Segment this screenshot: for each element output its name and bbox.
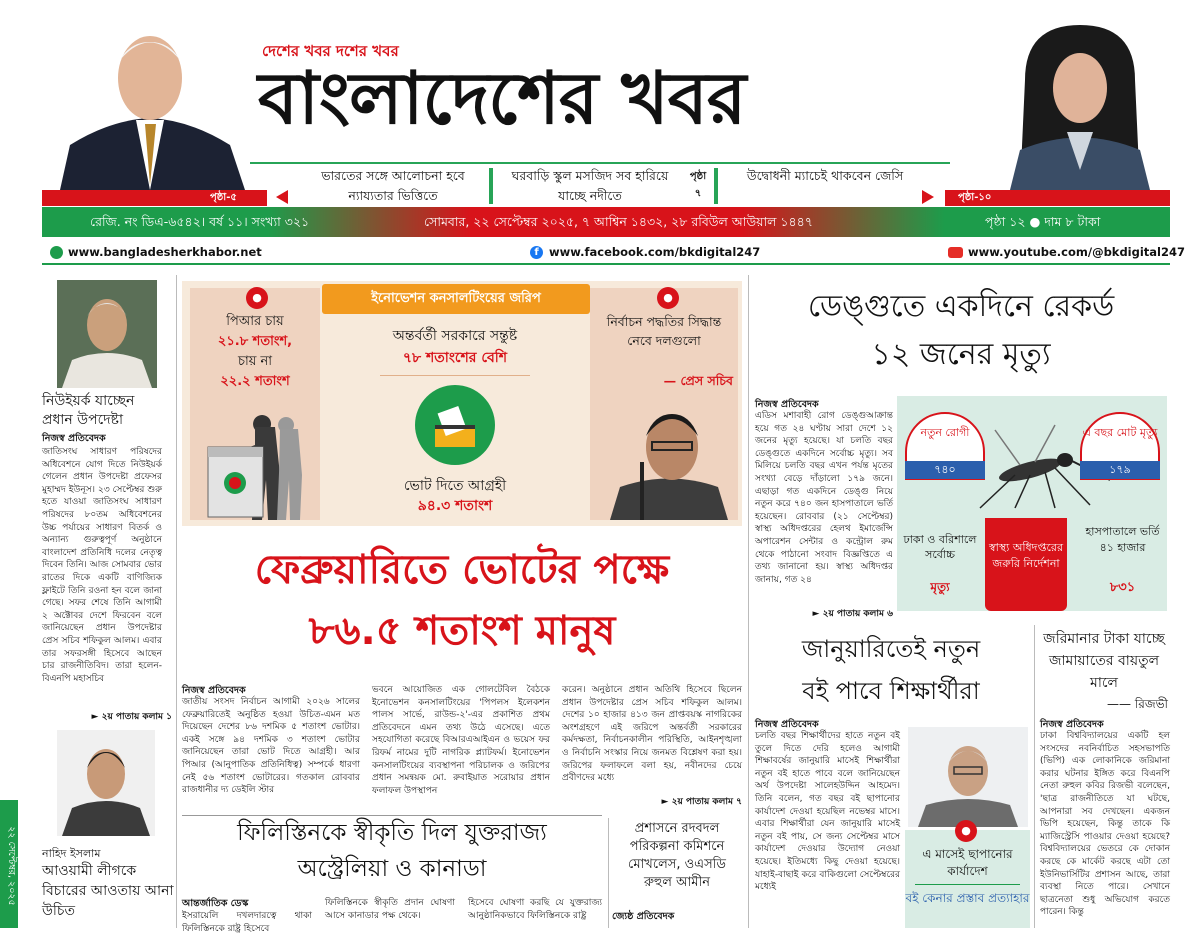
quote-text: নির্বাচন পদ্ধতির সিদ্ধান্ত নেবে দলগুলো (606, 314, 722, 348)
website-link[interactable]: www.bangladesherkhabor.net (68, 245, 262, 259)
books-headline-1: জানুয়ারিতেই নতুন (801, 635, 981, 663)
fine-headline: জরিমানার টাকা যাচ্ছে জামায়াতের বায়তুল মালে (1043, 631, 1165, 691)
lead-headline-1: ফেব্রুয়ারিতে ভোটের পক্ষে (254, 547, 670, 593)
vote-icon (415, 385, 495, 465)
dhaka-label: ঢাকা ও বরিশালে সর্বোচ্চ (903, 533, 977, 561)
center-top-label: অন্তর্বর্তী সরকারে সন্তুষ্ট (392, 328, 518, 344)
youtube-icon (948, 247, 963, 258)
books-body: চলতি বছর শিক্ষার্থীদের হাতে নতুন বই তুলে দিতে দেরি হলেও আগামী শিক্ষাবর্ষের জানুয়ারি মাসেই শিক্ষার্থীরা নতুন বই হাতে পাবে বলে জানিয়েছেন অর্থ উপদেষ্টা সালেহউদ্দিন আহমেদ। তিনি বলেন, গত বছর বই ছাপানোর কার্যাদেশ দেওয়া হয়েছিল নভেম্বর মাসে। এবার শিক্ষার্থীরা যেন জানুয়ারি মাসেই নতুন বই পায়, সে জন্য সেপ্টেম্বর মাসে কার্যাদেশ দেওয়ার উদ্যোগ নেওয়া হয়েছে। ইতিমধ্যে কিছু দেওয়া হয়েছে। যাহাই-বাছাই করে বাকিগুলো সেপ্টেম্বরের মধ্যেই (755, 731, 900, 893)
dengue-continued: ► ২য় পাতায় কলাম ৬ (812, 609, 893, 619)
center-bottom-label: ভোট দিতে আগ্রহী (403, 478, 507, 494)
teaser-right-arrow[interactable] (922, 190, 934, 204)
lead-col-2: ভবনে আয়োজিত এক গোলটেবিল বৈঠকে ইনোভেশন কনসালটিংয়ের 'পিপলস ইলেকশন পালস সার্ভে, রাউন্ড-২'-এর প্রকাশিত প্রথম প্রতিবেদনে এমন তথ্য উঠে এসেছে। এতে সহযোগিতা করেছে বিআরএআইএন ও ভয়েস ফর রিফর্ম নামের দুটি নাগরিক প্ল্যাটফর্ম। ইনোভেশন কনসালটিংয়ের ব্যবস্থাপনা পরিচালক ও জরিপের প্রধান সমন্বয়ক মো. রুবাইয়াত সরোয়ার প্রধান ফলাফল উপস্থাপন (372, 685, 550, 796)
books-box-2: বই কেনার প্রস্তাব প্রত্যাহার (905, 891, 1030, 905)
portrait-left (50, 20, 250, 190)
teaser-left-arrow[interactable] (276, 190, 288, 204)
quote-by: — প্রেস সচিব (663, 373, 733, 388)
new-patients-value: ৭৪০ (905, 461, 985, 479)
pr-value: ২১.৮ শতাংশ, (217, 334, 293, 349)
pr-value-b: ২২.২ শতাংশ (220, 374, 290, 389)
admin-headline-4: রুহুল আমীন (644, 875, 710, 890)
new-patients-label: নতুন রোগী (920, 426, 970, 439)
rule (608, 818, 609, 928)
left-story-byline: নিজস্ব প্রতিবেদক (42, 433, 106, 444)
facebook-icon: f (530, 246, 543, 259)
books-icon: ● (955, 820, 977, 842)
masthead (0, 0, 1200, 268)
admin-byline: জ্যেষ্ঠ প্রতিবেদক (612, 911, 675, 922)
lead-headline-2: ৮৬.৫ শতাংশ মানুষ (308, 608, 616, 654)
masthead-slogan: দেশের খবর দশের খবর (262, 42, 399, 60)
teaser-1[interactable]: ভারতের সঙ্গে আলোচনা হবে ন্যায্যতার ভিত্তিতে (321, 168, 465, 203)
hospital-value: ৮৩১ (1109, 580, 1136, 595)
dengue-headline-2: ১২ জনের মৃত্যু (871, 337, 1051, 372)
rule (748, 275, 749, 928)
reg-number: রেজি. নং ডিএ-৬৫৪২। বর্ষ ১১। সংখ্যা ৩২১ (90, 214, 310, 229)
admin-headline-1: প্রশাসনে রদবদল (634, 821, 720, 836)
books-box-divider (915, 884, 1020, 885)
directive-label: স্বাস্থ্য অধিদপ্তরের জরুরি নির্দেশনা (988, 541, 1064, 570)
left-story-headline: নিউইয়র্ক যাচ্ছেন প্রধান উপদেষ্টা (42, 393, 135, 428)
pr-label-b: চায় না (237, 354, 273, 369)
ballot-box-illustration (200, 395, 310, 520)
admin-headline-2: পরিকল্পনা কমিশনে (629, 839, 725, 854)
rule (1034, 625, 1035, 928)
center-bottom-value: ৯৪.৩ শতাংশ (417, 498, 493, 514)
palestine-byline: আন্তর্জাতিক ডেস্ক (182, 898, 249, 909)
palestine-headline-1: ফিলিস্তিনকে স্বীকৃতি দিল যুক্তরাজ্য (237, 820, 547, 846)
books-box-1: এ মাসেই ছাপানোর কার্যাদেশ (922, 847, 1013, 878)
page-tab-left-label: পৃষ্ঠা-৫ (210, 192, 237, 203)
dhaka-label-b: মৃত্যু (930, 580, 950, 594)
hospital-label: হাসপাতালে ভর্তি ৪১ হাজার (1085, 525, 1160, 554)
teaser-2-page: পৃষ্ঠা ৭ (689, 171, 707, 199)
youtube-link[interactable]: www.youtube.com/@bkdigital247 (968, 245, 1186, 259)
issue-date: সোমবার, ২২ সেপ্টেম্বর ২০২৫, ৭ আশ্বিন ১৪৩২, ২৮ রবিউল আউয়াল ১৪৪৭ (424, 214, 813, 229)
nahid-headline: আওয়ামী লীগকে বিচারের আওতায় আনা উচিত (42, 863, 174, 919)
fine-byline: নিজস্ব প্রতিবেদক (1040, 719, 1104, 730)
left-story-body: জাতিসংঘ সাধারণ পরিষদের অধিবেশনে যোগ দিতে নিউইয়র্ক গেলেন প্রধান উপদেষ্টা প্রফেসর মুহাম্মদ ইউনূস। ২৩ সেপ্টেম্বর শুরু হতে যাওয়া জাতিসংঘ সাধারণ পরিষদের ৮০তম অধিবেশনের উচ্চ পর্যায়ের সাধারণ বিতর্ক ও অন্যান্য গুরুত্বপূর্ণ অনুষ্ঠানে বাংলাদেশ প্রতিনিধি দলের নেতৃত্ব দিবেন তিনি। আজ সোমবার ভোর রাতের দিকে একটি বাণিজ্যিক ফ্লাইটে তিনি রওনা হন বলে জানা গেছে। সফর শেষে তিনি আগামী ২ অক্টোবর দেশে ফিরবেন বলে জানিয়েছেন প্রধান উপদেষ্টার প্রেস সচিব শফিকুল আলম। এবার তার সফরসঙ্গী হিসেবে আছেন চার রাজনীতিবিদ। তারা হলেন- বিএনপি মহাসচিব (42, 447, 162, 684)
dengue-headline-1: ডেঙ্গুতে একদিনে রেকর্ড (807, 289, 1115, 324)
year-deaths-label: এ বছর মোট মৃত্যু (1082, 426, 1158, 439)
page-tab-right-label: পৃষ্ঠা-১০ (958, 192, 992, 203)
lead-col-1: জাতীয় সংসদ নির্বাচন আগামী ২০২৬ সালের ফেব্রুয়ারিতেই অনুষ্ঠিত হওয়া উচিত-এমন মত দিয়েছেন দেশের ৮৬ দশমিক ৫ শতাংশ ভোটার। একই সঙ্গে ৯৪ দশমিক ৩ শতাংশ ভোটার জানিয়েছেন তারা ভোট দিতে আগ্রহী। আর পিআর (আনুপাতিক প্রতিনিধিত্ব) সম্পর্কে ধারণা নেই ৫৬ শতাংশ ভোটারের। গতকাল রোববার রাজধানীর দ্য ডেইলি স্টার (182, 697, 360, 796)
fine-body: ঢাকা বিশ্ববিদ্যালয়ের একটি হল সংসদের নবনির্বাচিত সহসভাপতি (ভিপি) এক লোকানিকে জরিমানা করার ঘটনার ইঙ্গিত করে বিএনপি নেতা রুহুল কবির রিজভী বলেছেন, 'ছাত্র রাজনীতিতে যা ঘটছে, আপনারা সব দেখছেন। একজন ভিপি হয়েছেন, কিন্তু তাকে কি ম্যাজিস্ট্রেসি পাওয়ার দেওয়া হয়েছে? বিশ্ববিদ্যালয়ের ভেতরে কে দোকান করছে কে মার্কেট করছে এটা তো ইউনিভার্সিটির প্রশাসন আছে, তারা ব্যবস্থা নিতে পারে। সেখানে ছাত্রনেতা শুধু অভিযোগ করতে পারেন। কিন্তু (1040, 731, 1170, 918)
nahid-caption: নাহিদ ইসলাম (42, 847, 101, 860)
portrait-right (1005, 20, 1155, 190)
books-byline: নিজস্ব প্রতিবেদক (755, 719, 819, 730)
masthead-title: বাংলাদেশের খবর (258, 56, 746, 140)
price: পৃষ্ঠা ১২ ● দাম ৮ টাকা (985, 214, 1101, 229)
press-secretary-photo (600, 392, 738, 520)
rule (176, 275, 177, 928)
admin-headline-3: মোখলেস, ওএসডি (628, 857, 726, 872)
side-date: ২২ সেপ্টেম্বর, ২০২৫ (6, 826, 17, 906)
teaser-2[interactable]: ঘরবাড়ি স্কুল মসজিদ সব হারিয়ে যাচ্ছে নদীতে (511, 168, 669, 203)
globe-icon (50, 246, 63, 259)
facebook-link[interactable]: www.facebook.com/bkdigital247 (549, 245, 761, 259)
rule (42, 263, 1170, 265)
yunus-photo (57, 280, 157, 388)
dengue-byline: নিজস্ব প্রতিবেদক (755, 399, 819, 410)
divider (489, 168, 493, 204)
rule (182, 815, 602, 816)
fine-by: —— রিজভী (1107, 697, 1168, 711)
lead-col-3: করেন। অনুষ্ঠানে প্রধান অতিথি হিসেবে ছিলেন প্রধান উপদেষ্টার প্রেস সচিব শফিকুল আলম। দেশের ১০ হাজার ৪১৩ জন প্রাপ্তবয়স্ক নাগরিকের অংশগ্রহণে এই জরিপে অন্তর্বর্তী সরকারের কর্মদক্ষতা, নির্বাচনকালীন পরিস্থিতি, আইনশৃঙ্খলা ও নির্বাচনি সংস্কার নিয়ে জনমত বিশ্লেষণ করা হয়। জরিপের ফলাফলে বলা হয়, নবীনদের চেয়ে প্রবীণদের মধ্যে (562, 685, 742, 784)
palestine-col-2: ফিলিস্তিনকে স্বীকৃতি প্রদান ঘোষণা আসে কানাডার পক্ষ থেকে। (325, 898, 455, 921)
center-divider (380, 375, 530, 376)
quote-icon: ● (657, 287, 679, 309)
palestine-headline-2: অস্ট্রেলিয়া ও কানাডা (297, 856, 487, 882)
left-story-continued: ► ২য় পাতায় কলাম ১ (91, 712, 172, 722)
year-deaths-value: ১৭৯ (1080, 461, 1160, 479)
nahid-photo (57, 730, 155, 836)
lead-continued: ► ২য় পাতায় কলাম ৭ (661, 797, 742, 807)
lead-byline: নিজস্ব প্রতিবেদক (182, 685, 246, 696)
dengue-body: এডিস মশাবাহী রোগ ডেঙ্গুআক্রান্ত হয়ে গত ২৪ ঘণ্টায় সারা দেশে ১২ জনের মৃত্যু হয়েছে। যা চলতি বছর ডেঙ্গুতে একদিনে সর্বোচ্চ মৃত্যু। সব মিলিয়ে চলতি বছর এখন পর্যন্ত মৃতের সংখ্যা বেড়ে দাঁড়ালো ১৭৯ জনে। এছাড়া গত একদিনে ডেঙ্গু নিয়ে নতুন করে ৭৪০ জন হাসপাতালে ভর্তি হয়েছেন। রোববার (২১ সেপ্টেম্বর) স্বাস্থ্য অধিদপ্তরের হেলথ ইমার্জেন্সি অপারেশন সেন্টার ও কন্ট্রোল রুম থেকে পাঠানো সংবাদ বিজ্ঞপ্তিতে এ তথ্য জানানো হয়। স্বাস্থ্য অধিদপ্তর জানায়, গত ২৪ (755, 411, 893, 585)
palestine-col-1: ইসরায়েলি দখলদারত্বে থাকা ফিলিস্তিনকে রাষ্ট্র হিসেবে (182, 911, 312, 934)
salehuddin-photo (908, 727, 1028, 827)
palestine-col-3: হিসেবে ঘোষণা করছি যে যুক্তরাজ্য আনুষ্ঠানিকভাবে ফিলিস্তিনকে রাষ্ট্র (468, 898, 602, 921)
center-top-value: ৭৮ শতাংশের বেশি (402, 350, 508, 366)
pr-icon: ● (246, 287, 268, 309)
pr-label: পিআর চায় (226, 314, 284, 329)
survey-banner-text: ইনোভেশন কনসালটিংয়ের জরিপ (371, 291, 541, 306)
teaser-3[interactable]: উদ্বোধনী ম্যাচেই থাকবেন জেসি (746, 168, 904, 183)
divider (714, 168, 718, 204)
books-headline-2: বই পাবে শিক্ষার্থীরা (802, 677, 980, 705)
